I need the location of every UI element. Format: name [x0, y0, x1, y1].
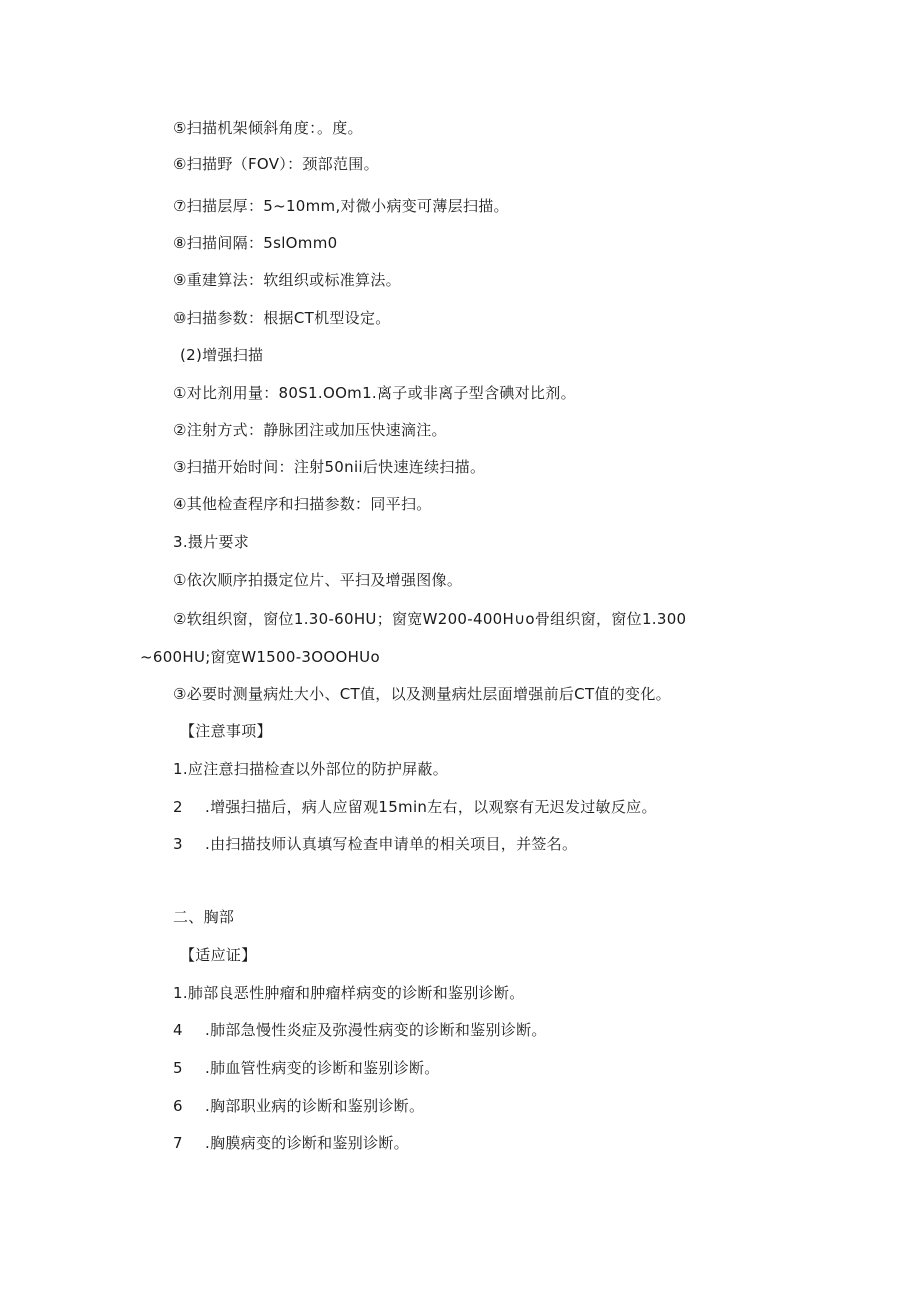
indication-text: .胸部职业病的诊断和鉴别诊断。 [205, 1097, 425, 1115]
film-heading: 3.摄片要求 [173, 533, 250, 551]
note-item [173, 834, 577, 854]
enhanced-scan-heading: (2)增强扫描 [180, 346, 264, 364]
indication-text: .胸膜病变的诊断和鉴别诊断。 [205, 1134, 409, 1152]
enhanced-item-2: ②注射方式：静脉团注或加压快速滴注。 [173, 421, 447, 439]
scan-param-7: ⑦扫描层厚：5~10mm,对微小病变可薄层扫描。 [173, 197, 509, 215]
film-item-1: ①依次顺序拍摄定位片、平扫及增强图像。 [173, 571, 463, 589]
scan-param-8: ⑧扫描间隔：5slOmm0 [173, 234, 338, 252]
indication-text: 1.肺部良恶性肿瘤和肿瘤样病变的诊断和鉴别诊断。 [173, 984, 525, 1002]
film-item-2-cont: ~600HU;窗宽W1500-3OOOHUo [140, 648, 380, 666]
note-item [173, 797, 657, 817]
scan-param-9: ⑨重建算法：软组织或标准算法。 [173, 271, 401, 289]
note-item [173, 759, 448, 779]
indication-number: 4 [173, 1021, 183, 1039]
indication-item [173, 1133, 409, 1153]
indication-item [173, 983, 525, 1003]
indication-number: 6 [173, 1097, 183, 1115]
scan-param-6: ⑥扫描野（FOV）：颈部范围。 [173, 155, 379, 173]
enhanced-item-4: ④其他检查程序和扫描参数：同平扫。 [173, 495, 432, 513]
scan-param-5: ⑤扫描机架倾斜角度：。度。 [173, 119, 363, 137]
film-item-3: ③必要时测量病灶大小、CT值，以及测量病灶层面增强前后CT值的变化。 [173, 685, 671, 703]
indication-text: .肺部急慢性炎症及弥漫性病变的诊断和鉴别诊断。 [205, 1021, 547, 1039]
note-text: .由扫描技师认真填写检查申请单的相关项目，并签名。 [205, 835, 578, 853]
indication-number: 7 [173, 1134, 183, 1152]
indication-item [173, 1020, 547, 1040]
indication-item [173, 1058, 440, 1078]
enhanced-item-3: ③扫描开始时间：注射50nii后快速连续扫描。 [173, 458, 486, 476]
note-text: .增强扫描后，病人应留观15min左右，以观察有无迟发过敏反应。 [205, 798, 657, 816]
enhanced-item-1: ①对比剂用量：80S1.OOm1.离子或非离子型含碘对比剂。 [173, 384, 576, 402]
note-text: 1.应注意扫描检查以外部位的防护屏蔽。 [173, 760, 449, 778]
indications-heading: 【适应证】 [180, 946, 257, 964]
section-title: 二、胸部 [173, 908, 235, 926]
indication-text: .肺血管性病变的诊断和鉴别诊断。 [205, 1059, 440, 1077]
note-number: 2 [173, 798, 183, 816]
scan-param-10: ⑩扫描参数：根据CT机型设定。 [173, 309, 391, 327]
film-item-2: ②软组织窗，窗位1.30-60HU；窗宽W200-400H∪o骨组织窗，窗位1.300 [173, 610, 687, 628]
notes-heading: 【注意事项】 [180, 722, 272, 740]
note-number: 3 [173, 835, 183, 853]
indication-item [173, 1096, 424, 1116]
indication-number: 5 [173, 1059, 183, 1077]
